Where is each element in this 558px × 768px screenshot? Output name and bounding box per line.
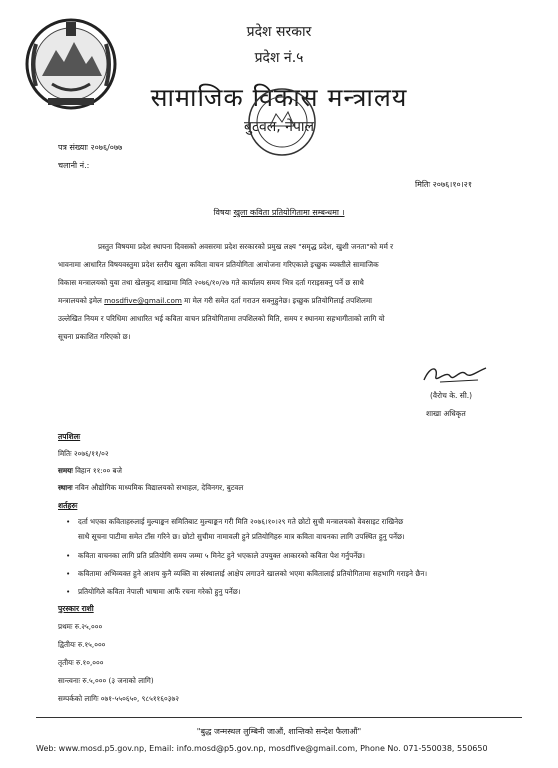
prize-consolation: सान्त्वनाः रु.५,००० (३ जनाको लागि) [58,676,154,685]
body-line-5: उल्लेखित नियम र परिधिमा आधारित भई कविता वाचन प्रतियोगितामा तपशिलको मिति, समय र स्थानमा सहभागीताको लागि यो [58,314,385,323]
rules-title: शर्तहरुः [58,501,78,510]
handwritten-signature [420,362,490,388]
prize-third: तृतीयः रु.१०,००० [58,658,104,667]
footer-contact: Web: www.mosd.p5.gov.np, Email: info.mosd@p5.gov.np, mosdfive@gmail.com, Phone No. 071-550038, 550650 [36,744,488,753]
body-line-1: प्रस्तुत विषयमा प्रदेश स्थापना दिवसको अवसरमा प्रदेश सरकारको प्रमुख लक्ष्य "समृद्ध प्रदेश, खुशी जनता"को मर्म र [98,242,394,251]
details-title: तपशिलः [58,432,81,441]
footer-divider [36,717,522,718]
body-line-4 [58,294,500,309]
prize-first: प्रथमः रु.२५,००० [58,622,103,631]
rule-text: कवितामा अभिव्यक्त हुने आशय कुनै व्यक्ति वा संस्थालाई आक्षेप लगाउने खालको भएमा कवितालाई प्रतियोगितामा सहभागि गराइने छैन। [78,569,428,578]
letter-number: पत्र संख्याः २०७६/०७७ [58,143,123,152]
rule-item [66,515,500,529]
details-time [58,466,122,476]
rule-text: दर्ता भएका कविताहरुलाई मुल्याङ्कन समितिबाट मुल्याङ्कन गरी मिति २०७६।१०।२९ गते छोटो सुची मन्त्रालयको वेवसाइट राखिनेछ [78,517,404,526]
rule-text: साथै सूचना पाटीमा समेत टाँस गरिने छ। छोटो सुचीमा नामावली हुने प्रतियोगिहरु मात्र कविता वाचनका लागि उपस्थित हुनु पर्नेछ। [78,532,405,541]
time-label: समयः [58,466,73,475]
subject-label: विषयः [213,208,231,217]
time-value: विहान ११:०० बजे [75,466,122,475]
rule-item [66,567,500,581]
rule-item-continued [66,530,500,544]
bullet-icon: • [66,517,71,526]
body-line-3: विकास मन्त्रालयको युवा तथा खेलकुद शाखामा मिति २०७६/१०/२७ गते कार्यालय समय भित्र दर्ता गराइसक्नु पर्ने छ साथै [58,278,364,287]
venue-label: स्थानः [58,483,73,492]
rule-item [66,549,500,563]
contact-numbers: सम्पर्कको लागिः ०७१-५५०६५०, ९८५११६०३७२ [58,694,179,703]
signatory-post: शाखा अधिकृत [426,409,466,418]
body-line-2: भावनामा आधारित विषयवस्तुमा प्रदेश स्तरीय खुला कविता वाचन प्रतियोगिता आयोजना गरिएकाले इच्छुक व्यक्तीले सामाजिक [58,260,379,269]
bullet-icon: • [66,569,71,578]
email-link[interactable]: mosdfive@gmail.com [104,296,182,305]
details-venue [58,483,243,493]
venue-value: नविन औद्योगिक माध्यमिक विद्यालयको सभाहल, देविनगर, बुटवल [74,483,244,492]
signatory-name: (वैरोच के. सी.) [430,391,473,400]
header-line-province: प्रदेश नं.५ [254,50,304,66]
subject-line [0,207,558,218]
prizes-title: पुरस्कार राशी [58,604,94,613]
letter-date: मितिः २०७६।१०।२१ [415,180,472,189]
body-line-6: सूचना प्रकाशित गरिएको छ। [58,332,131,341]
subject-text: खुला कविता प्रतियोगितामा सम्बन्धमा । [233,208,345,217]
bullet-icon: • [66,551,71,560]
rule-text: कविता वाचनका लागि प्रति प्रतियोगि समय जम्मा ५ मिनेट हुने भएकाले उपयुक्त आकारको कविता पेश गर्नुपर्नेछ। [78,551,366,560]
dispatch-number: चलानी नं.: [58,161,90,170]
details-date: मितिः २०७६/११/०२ [58,449,109,458]
rule-item [66,585,500,599]
header-line-government: प्रदेश सरकार [246,24,312,40]
body-line-4-post: मा मेल गरी समेत दर्ता गराउन सक्नुहुनेछ। इच्छुक प्रतियोगिलाई तपशिलमा [184,296,373,305]
rule-text: प्रतियोगिले कविता नेपाली भाषामा आफैं रचना गरेको हुनु पर्नेछ। [78,587,241,596]
ministry-title: सामाजिक विकास मन्त्रालय [150,83,408,112]
prize-second: द्वितीयः रु.१५,००० [58,640,106,649]
footer-motto: "बुद्ध जन्मस्थल लुम्बिनी जाऔं, शान्तिको सन्देश फैलाऔं" [196,727,362,736]
body-line-4-pre: मन्त्रालयको इमेल [58,296,102,305]
header-location: बुटवल, नेपाल [243,119,315,135]
office-seal-stamp [246,86,318,158]
bullet-icon: • [66,587,71,596]
